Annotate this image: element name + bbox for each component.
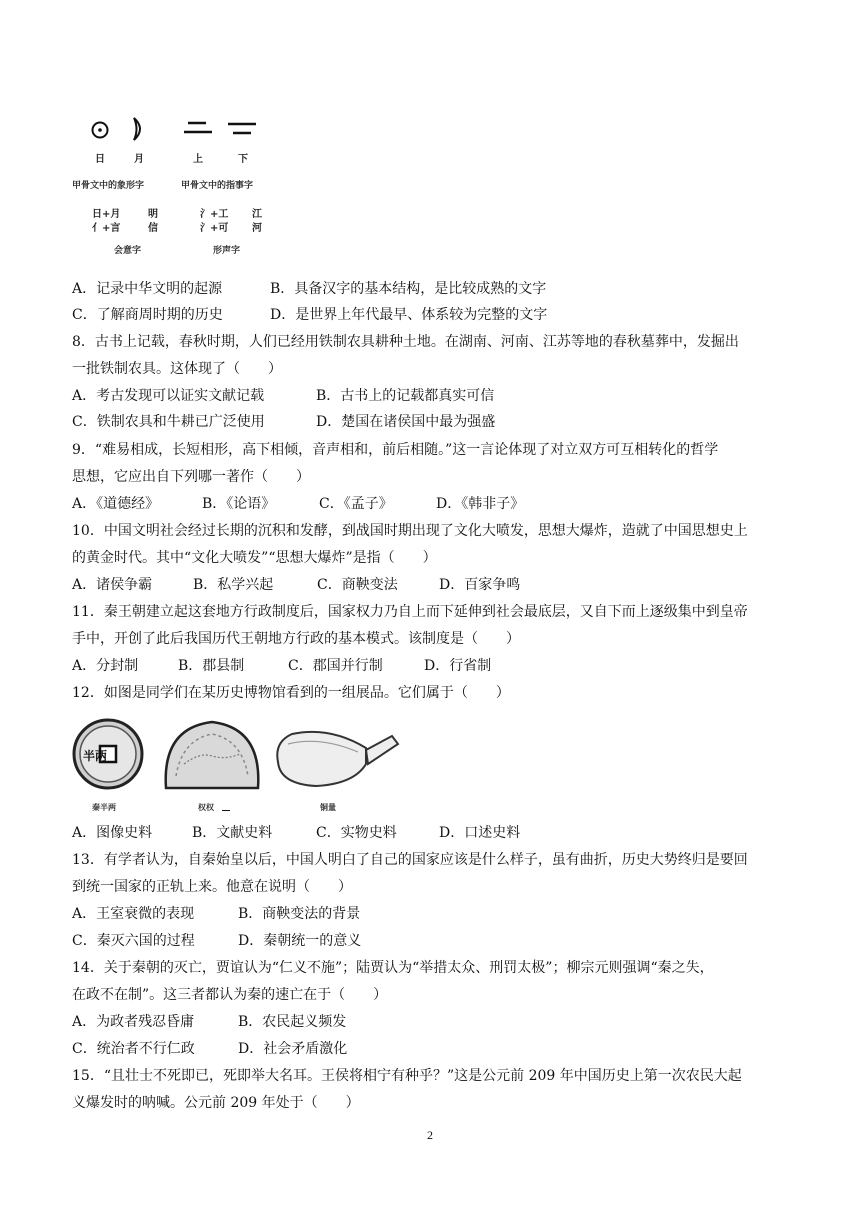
q12-option-c[interactable]: C．实物史料 (316, 825, 397, 841)
ideogram-result-1: 明 (148, 209, 158, 220)
q9-options (72, 495, 524, 513)
q8-options-row1 (72, 387, 494, 405)
ideogram-formula-2: 亻+言 (92, 223, 121, 234)
q14-options-row2 (72, 1040, 347, 1058)
phonogram-formula-1: 氵+工 (200, 209, 229, 220)
q11-option-a[interactable]: A．分封制 (72, 658, 139, 674)
bronze-measure-icon (270, 722, 400, 794)
q7-option-a[interactable]: A．记录中华文明的起源 (72, 281, 223, 297)
q12-option-a[interactable]: A．图像史料 (72, 825, 153, 841)
q8-option-d[interactable]: D．楚国在诸侯国中最为强盛 (316, 414, 496, 430)
ideogram-formula-1: 日+月 (92, 209, 121, 220)
q10-stem-line2: 的黄金时代。其中“文化大喷发”“思想大爆炸”是指（ ） (72, 550, 437, 566)
label-xia: 下 (238, 154, 248, 165)
moon-glyph-icon (130, 116, 146, 142)
q13-option-d[interactable]: D．秦朝统一的意义 (238, 933, 362, 949)
q9-stem-line2: 思想，它应出自下列哪一著作（ ） (72, 469, 310, 485)
q14-option-b[interactable]: B．农民起义频发 (238, 1014, 347, 1030)
caption-underscore (222, 810, 230, 811)
oracle-script-figure (70, 112, 280, 262)
q8-options-row2 (72, 413, 495, 431)
q11-option-b[interactable]: B．郡县制 (178, 658, 245, 674)
label-ri: 日 (95, 154, 105, 165)
q7-option-c[interactable]: C．了解商周时期的历史 (72, 307, 223, 323)
ban-liang-coin-icon (70, 716, 146, 792)
q11-options (72, 657, 491, 675)
q8-stem-line2: 一批铁制农具。这体现了（ ） (72, 361, 282, 377)
q8-option-b[interactable]: B．古书上的记载都真实可信 (316, 388, 495, 404)
weight-artifact-icon (160, 716, 264, 796)
q14-option-c[interactable]: C．统治者不行仁政 (72, 1041, 195, 1057)
q13-option-a[interactable]: A．王室衰微的表现 (72, 906, 195, 922)
q15-stem-line2: 义爆发时的呐喊。公元前 209 年处于（ ） (72, 1095, 360, 1111)
phonogram-result-2: 河 (252, 223, 262, 234)
q9-option-b[interactable]: B．《论语》 (202, 496, 276, 512)
q14-stem-line2: 在政不在制”。这三者都认为秦的速亡在于（ ） (72, 987, 388, 1003)
caption-measure: 铜量 (320, 803, 336, 812)
q13-options-row2 (72, 932, 361, 950)
ideogram-result-2: 信 (148, 223, 158, 234)
q10-options (72, 576, 520, 594)
q8-option-c[interactable]: C．铁制农具和牛耕已广泛使用 (72, 414, 265, 430)
q12-option-b[interactable]: B．文献史料 (192, 825, 273, 841)
q7-option-d[interactable]: D．是世界上年代最早、体系较为完整的文字 (270, 307, 548, 323)
q13-option-c[interactable]: C．秦灭六国的过程 (72, 933, 195, 949)
q10-option-b[interactable]: B．私学兴起 (193, 577, 274, 593)
artefacts-figure (70, 716, 400, 816)
q12-options (72, 824, 520, 842)
q7-options-row1 (72, 280, 546, 298)
phonogram-formula-2: 氵+可 (200, 223, 229, 234)
q14-option-a[interactable]: A．为政者残忍昏庸 (72, 1014, 195, 1030)
q9-option-d[interactable]: D．《韩非子》 (436, 496, 525, 512)
label-yue: 月 (134, 154, 144, 165)
caption-ideogram: 会意字 (114, 246, 142, 256)
page-number: 2 (427, 1128, 433, 1142)
q9-option-c[interactable]: C．《孟子》 (319, 496, 393, 512)
caption-coin: 秦半两 (92, 803, 116, 812)
q8-stem-line1: 8．古书上记载，春秋时期，人们已经用铁制农具耕种土地。在湖南、河南、江苏等地的春秋墓葬中，发掘出 (72, 334, 739, 350)
q10-option-a[interactable]: A．诸侯争霸 (72, 577, 153, 593)
q13-option-b[interactable]: B．商鞅变法的背景 (238, 906, 361, 922)
q8-option-a[interactable]: A．考古发现可以证实文献记载 (72, 388, 265, 404)
q11-option-d[interactable]: D．行省制 (424, 658, 492, 674)
xia-glyph-icon (226, 118, 258, 138)
q11-stem-line2: 手中，开创了此后我国历代王朝地方行政的基本模式。该制度是（ ） (72, 631, 520, 647)
q9-option-a[interactable]: A．《道德经》 (72, 496, 160, 512)
q13-stem-line2: 到统一国家的正轨上来。他意在说明（ ） (72, 879, 352, 895)
caption-phonogram: 形声字 (213, 246, 241, 256)
q9-stem-line1: 9．“难易相成，长短相形，高下相倾，音声相和，前后相随。”这一言论体现了对立双方可互相转化的哲学 (72, 442, 719, 458)
sun-glyph-icon (90, 120, 110, 140)
q12-stem-line1: 12．如图是同学们在某历史博物馆看到的一组展品。它们属于（ ） (72, 685, 510, 701)
q14-options-row1 (72, 1013, 346, 1031)
q12-option-d[interactable]: D．口述史料 (439, 825, 521, 841)
caption-indicative: 甲骨文中的指事字 (181, 181, 254, 191)
caption-pictograph: 甲骨文中的象形字 (72, 181, 145, 191)
shang-glyph-icon (182, 118, 214, 138)
q15-stem-line1: 15．“且壮士不死即已，死即举大名耳。王侯将相宁有种乎？”这是公元前 209 年中国历史上第一次农民大起 (72, 1068, 742, 1084)
coin-inscription-left: 半两 (83, 749, 108, 763)
q10-option-c[interactable]: C．商鞅变法 (317, 577, 398, 593)
caption-weight: 权权 (198, 803, 214, 812)
q7-option-b[interactable]: B．具备汉字的基本结构，是比较成熟的文字 (270, 281, 547, 297)
q7-options-row2 (72, 306, 547, 324)
q11-option-c[interactable]: C．郡国并行制 (288, 658, 383, 674)
q14-option-d[interactable]: D．社会矛盾激化 (238, 1041, 348, 1057)
q10-stem-line1: 10．中国文明社会经过长期的沉积和发酵，到战国时期出现了文化大喷发，思想大爆炸，造就了中国思想史上 (72, 523, 748, 539)
q14-stem-line1: 14．关于秦朝的灭亡，贾谊认为“仁义不施”；陆贾认为“举措太众、刑罚太极”；柳宗元则强调“秦之失， (72, 960, 714, 976)
q13-options-row1 (72, 905, 360, 923)
q13-stem-line1: 13．有学者认为，自秦始皇以后，中国人明白了自己的国家应该是什么样子，虽有曲折，历史大势终归是要回 (72, 852, 748, 868)
q11-stem-line1: 11．秦王朝建立起这套地方行政制度后，国家权力乃自上而下延伸到社会最底层，又自下而上逐级集中到皇帝 (72, 604, 748, 620)
label-shang: 上 (193, 154, 203, 165)
phonogram-result-1: 江 (252, 209, 262, 220)
q10-option-d[interactable]: D．百家争鸣 (439, 577, 521, 593)
